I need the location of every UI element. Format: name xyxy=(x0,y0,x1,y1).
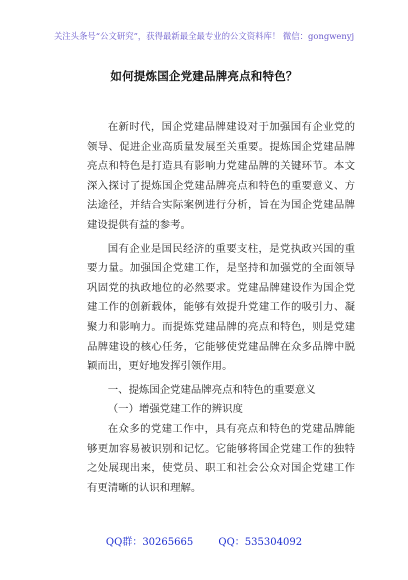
paragraph-recognition: 在众多的党建工作中，具有亮点和特色的党建品牌能够更加容易被识别和记忆。它能够将国企党建工作的独特之处展现出来，使党员、职工和社会公众对国企党建工作有更清晰的认识和理解。 xyxy=(87,422,355,494)
document-title: 如何提炼国企党建品牌亮点和特色？ xyxy=(110,69,298,83)
paragraph-intro: 在新时代，国企党建品牌建设对于加强国有企业党的领导、促进企业高质量发展至关重要。提炼国企党建品牌亮点和特色是打造具有影响力党建品牌的关键环节。本文深入探讨了提炼国企党建品牌亮点和特色的重要意义、方法途径，并结合实际案例进行分析，旨在为国企党建品牌建设提供有益的参考。 xyxy=(87,121,355,231)
subsection-heading: （一）增强党建工作的辨识度 xyxy=(107,403,243,416)
document-body xyxy=(87,118,355,502)
footer-contact xyxy=(0,533,408,548)
paragraph-background: 国有企业是国民经济的重要支柱，是党执政兴国的重要力量。加强国企党建工作，是坚持和加强党的全面领导巩固党的执政地位的必然要求。党建品牌建设作为国企党建工作的创新载体，能够有效提升党建工作的吸引力、凝聚力和影响力。而提炼党建品牌的亮点和特色，则是党建品牌建设的核心任务，它能够使党建品牌在众多品牌中脱颖而出，更好地发挥引领作用。 xyxy=(87,242,355,373)
header-banner: 关注头条号“公文研究”，获得最新最全最专业的公文资料库！ 微信：gongwenyj xyxy=(53,31,355,41)
footer-qq-group: QQ群：30265665 xyxy=(105,537,194,548)
section-heading: 一、提炼国企党建品牌亮点和特色的重要意义 xyxy=(107,383,316,396)
footer-qq: QQ：535304092 xyxy=(218,537,303,548)
